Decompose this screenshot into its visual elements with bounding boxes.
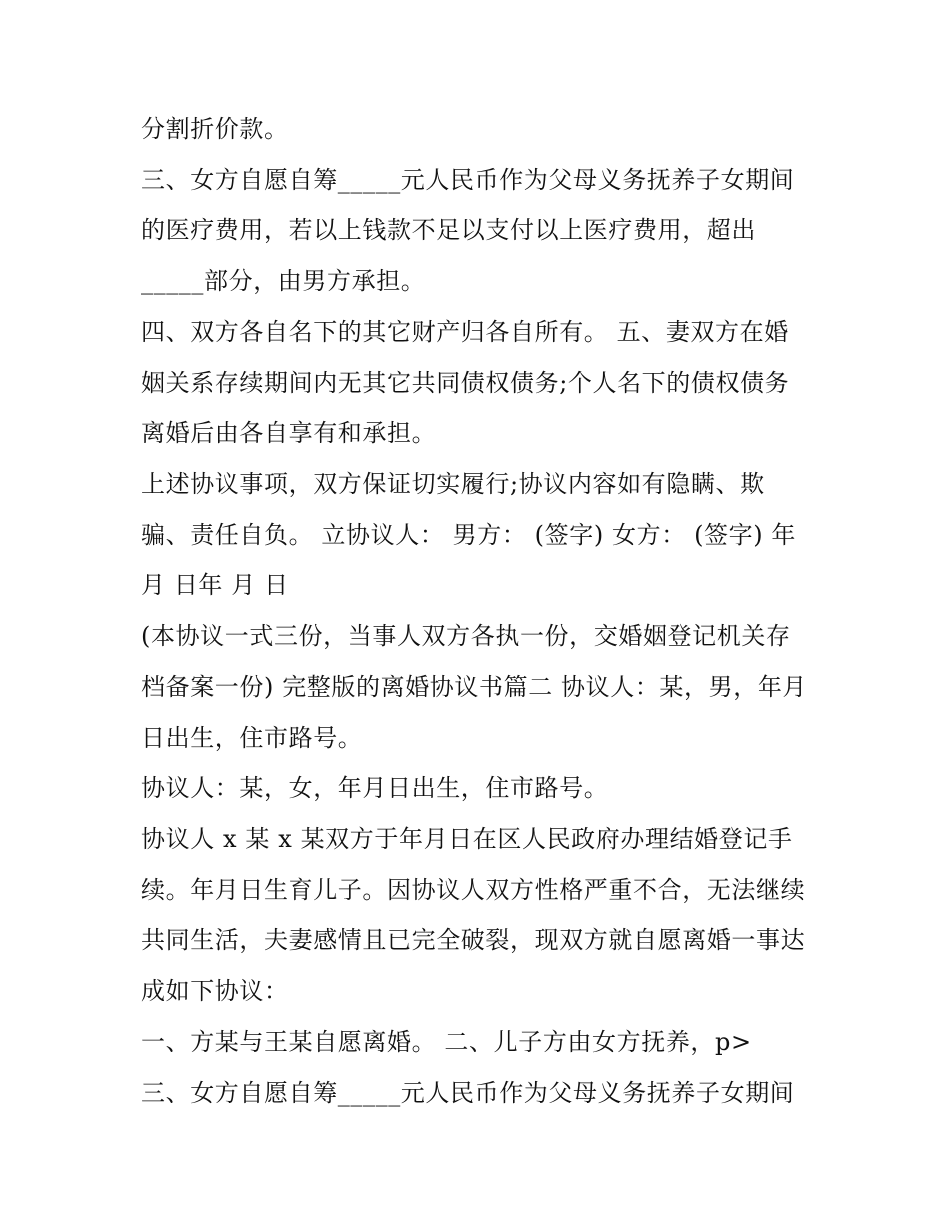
text-line-9: 骗、责任自负。 立协议人： 男方： (签字) 女方： (签字) 年 bbox=[141, 521, 797, 549]
text-line-15: 协议人 x 某 x 某双方于年月日在区人民政府办理结婚登记手 bbox=[141, 825, 793, 853]
text-line-18: 成如下协议： bbox=[141, 977, 289, 1005]
text-line-7: 离婚后由各自享有和承担。 bbox=[141, 419, 437, 447]
text-line-1: 分割折价款。 bbox=[141, 115, 289, 143]
text-line-19: 一、方某与王某自愿离婚。 二、儿子方由女方抚养，p> bbox=[141, 1028, 752, 1056]
text-line-5: 四、双方各自名下的其它财产归各自所有。 五、妻双方在婚 bbox=[141, 318, 789, 346]
text-line-11: (本协议一式三份，当事人双方各执一份，交婚姻登记机关存 bbox=[141, 622, 791, 650]
text-line-13: 日出生，住市路号。 bbox=[141, 724, 363, 752]
text-line-14: 协议人：某，女，年月日出生，住市路号。 bbox=[141, 774, 609, 802]
text-line-10: 月 日年 月 日 bbox=[141, 571, 289, 599]
text-line-4: _____部分，由男方承担。 bbox=[141, 267, 426, 295]
text-line-20: 三、女方自愿自筹_____元人民币作为父母义务抚养子女期间 bbox=[141, 1079, 795, 1107]
text-line-17: 共同生活，夫妻感情且已完全破裂，现双方就自愿离婚一事达 bbox=[141, 926, 806, 954]
text-line-16: 续。年月日生育儿子。因协议人双方性格严重不合，无法继续 bbox=[141, 876, 806, 904]
text-line-2: 三、女方自愿自筹_____元人民币作为父母义务抚养子女期间 bbox=[141, 166, 795, 194]
text-line-3: 的医疗费用，若以上钱款不足以支付以上医疗费用，超出 bbox=[141, 216, 756, 244]
text-line-12: 档备案一份) 完整版的离婚协议书篇二 协议人：某，男，年月 bbox=[141, 673, 808, 701]
text-line-8: 上述协议事项，双方保证切实履行;协议内容如有隐瞒、欺 bbox=[141, 470, 765, 498]
text-line-6: 姻关系存续期间内无其它共同债权债务;个人名下的债权债务 bbox=[141, 369, 790, 397]
